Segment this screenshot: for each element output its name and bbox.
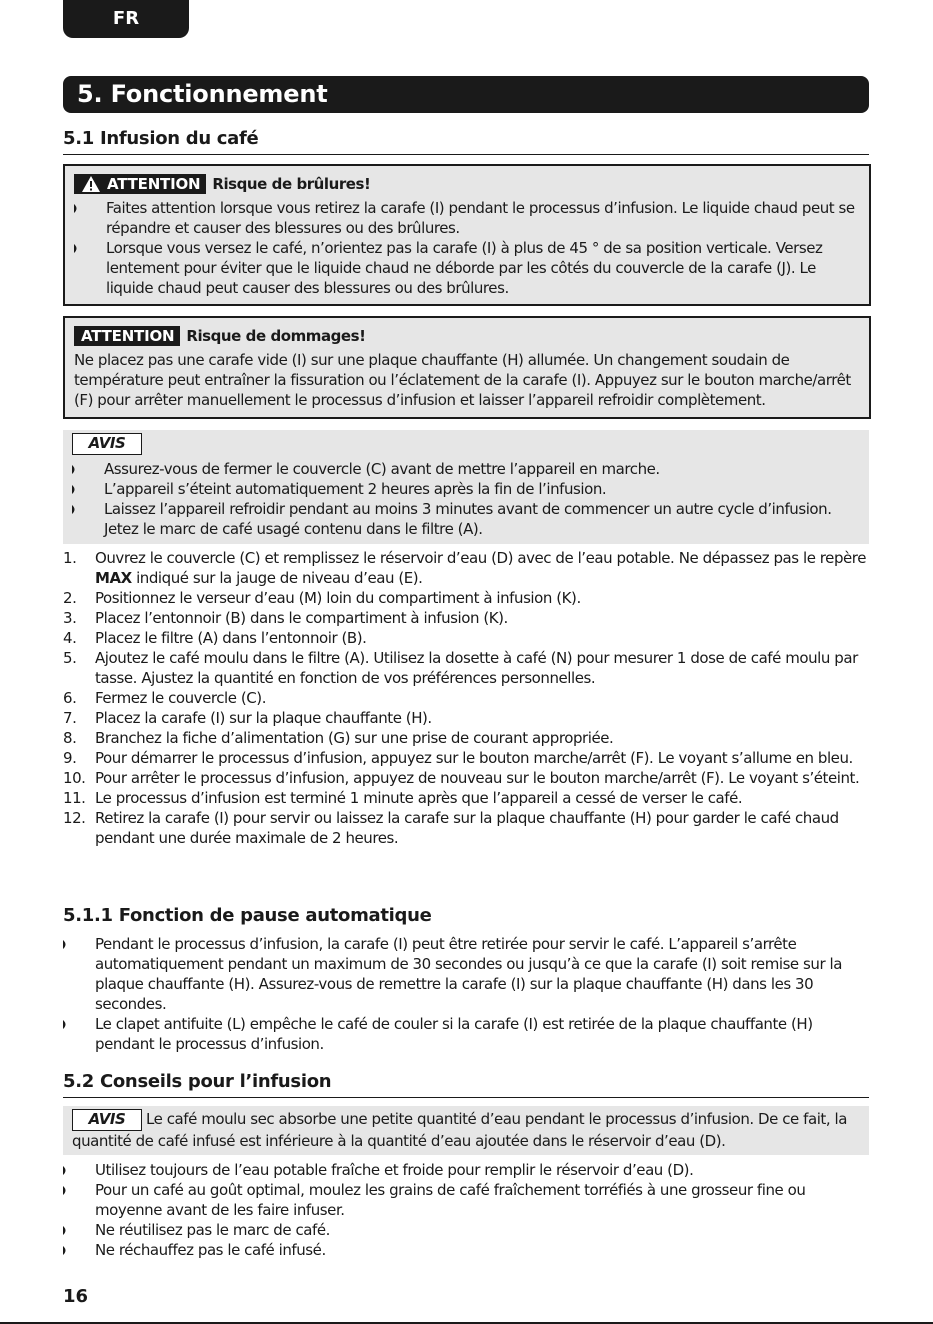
step-text: Placez la carafe (I) sur la plaque chauffante (H). — [95, 709, 432, 727]
list-item — [63, 1240, 863, 1260]
step-number: 10. — [63, 769, 86, 787]
list-item-text: Lorsque vous versez le café, n’orientez pas la carafe (I) à plus de 45 ° de sa position verticale. Versez lentement pour éviter que le liquide chaud ne déborde par les côtés du couvercle de la carafe (J). Le liquide chaud peut causer des blessures ou des brûlures. — [106, 239, 823, 297]
bullet-icon — [63, 1226, 68, 1235]
risk-title: Risque de dommages! — [186, 327, 366, 345]
list-item-text: Pour un café au goût optimal, moulez les grains de café fraîchement torréfiés à une grosseur fine ou moyenne avant de les faire infuser. — [95, 1181, 806, 1219]
notice-box — [63, 430, 869, 544]
notice-box-tips — [63, 1106, 869, 1155]
list-item-text: Faites attention lorsque vous retirez la carafe (I) pendant le processus d’infusion. Le liquide chaud peut se répandre et causer des blessures ou des brûlures. — [106, 199, 855, 237]
step-item — [63, 648, 869, 688]
step-item — [63, 628, 869, 648]
bullet-icon — [63, 1166, 68, 1175]
list-item — [63, 1180, 863, 1220]
step-item — [63, 708, 869, 728]
section-title-tips: 5.2 Conseils pour l’infusion — [63, 1071, 869, 1098]
bullet-icon — [63, 940, 68, 949]
step-text: Branchez la fiche d’alimentation (G) sur une prise de courant appropriée. — [95, 729, 614, 747]
bullet-icon — [63, 1246, 68, 1255]
language-tab: FR — [63, 0, 189, 38]
step-text: Pour arrêter le processus d’infusion, appuyez de nouveau sur le bouton marche/arrêt (F). Le voyant s’éteint. — [95, 769, 860, 787]
warning-text: Ne placez pas une carafe vide (I) sur une plaque chauffante (H) allumée. Un changement soudain de température peut entraîner la fissuration ou l’éclatement de la carafe (I). Appuyez sur le bouton marche/arrêt (F) pour arrêter manuellement le processus d’infusion et laisser l’appareil refroidir complètement. — [74, 351, 851, 409]
step-number: 8. — [63, 729, 77, 747]
step-number: 3. — [63, 609, 77, 627]
list-item-text: Utilisez toujours de l’eau potable fraîche et froide pour remplir le réservoir d’eau (D). — [95, 1161, 694, 1179]
step-item — [63, 588, 869, 608]
step-number: 9. — [63, 749, 77, 767]
step-text: indiqué sur la jauge de niveau d’eau (E). — [131, 569, 423, 587]
list-item-text: Pendant le processus d’infusion, la carafe (I) peut être retirée pour servir le café. L’appareil s’arrête automatiquement pendant un maximum de 30 secondes ou jusqu’à ce que la carafe (I) soit remise sur la plaque chauffante (H). Assurez-vous de remettre la carafe (I) sur la plaque chauffante (H) dans les 30 secondes. — [95, 935, 842, 1013]
step-bold: MAX — [95, 569, 132, 587]
list-item — [74, 238, 860, 298]
step-text: Fermez le couvercle (C). — [95, 689, 267, 707]
notice-text — [72, 1109, 860, 1151]
list-item-text: L’appareil s’éteint automatiquement 2 heures après la fin de l’infusion. — [104, 480, 607, 498]
steps-list — [63, 548, 869, 848]
step-number: 1. — [63, 549, 77, 567]
step-item — [63, 548, 869, 588]
step-text: Pour démarrer le processus d’infusion, appuyez sur le bouton marche/arrêt (F). Le voyant s’allume en bleu. — [95, 749, 853, 767]
step-item — [63, 608, 869, 628]
tips-list — [63, 1160, 863, 1260]
bullet-icon — [72, 485, 77, 494]
attention-badge: ATTENTION — [74, 326, 180, 346]
attention-badge — [74, 174, 206, 194]
warning-box-burns — [63, 164, 871, 306]
step-number: 4. — [63, 629, 77, 647]
step-number: 11. — [63, 789, 86, 807]
step-item — [63, 728, 869, 748]
warning-box-damage — [63, 316, 871, 419]
list-item — [63, 1160, 863, 1180]
list-item — [74, 198, 860, 238]
step-item — [63, 748, 869, 768]
step-text: Le processus d’infusion est terminé 1 minute après que l’appareil a cessé de verser le café. — [95, 789, 743, 807]
list-item-text: Le clapet antifuite (L) empêche le café de couler si la carafe (I) est retirée de la plaque chauffante (H) pendant le processus d’infusion. — [95, 1015, 813, 1053]
notice-badge: AVIS — [72, 433, 142, 455]
page-number: 16 — [63, 1286, 89, 1307]
step-item — [63, 768, 869, 788]
step-text: Placez l’entonnoir (B) dans le compartiment à infusion (K). — [95, 609, 508, 627]
list-item — [63, 1014, 863, 1054]
list-item-text: Assurez-vous de fermer le couvercle (C) avant de mettre l’appareil en marche. — [104, 460, 660, 478]
step-text: Placez le filtre (A) dans l’entonnoir (B). — [95, 629, 367, 647]
bullet-icon — [74, 244, 79, 253]
step-text: Retirez la carafe (I) pour servir ou laissez la carafe sur la plaque chauffante (H) pour garder le café chaud pendant une durée maximale de 2 heures. — [95, 809, 839, 847]
step-number: 7. — [63, 709, 77, 727]
step-number: 5. — [63, 649, 77, 667]
notice-badge: AVIS — [72, 1109, 142, 1131]
auto-pause-list — [63, 934, 863, 1054]
list-item — [72, 459, 860, 479]
attention-label: ATTENTION — [107, 175, 201, 193]
step-number: 12. — [63, 809, 86, 827]
chapter-title: 5. Fonctionnement — [63, 76, 869, 113]
bullet-icon — [72, 505, 77, 514]
step-item — [63, 688, 869, 708]
list-item — [72, 479, 860, 499]
step-text: Positionnez le verseur d’eau (M) loin du compartiment à infusion (K). — [95, 589, 581, 607]
list-item-text: Ne réchauffez pas le café infusé. — [95, 1241, 326, 1259]
bullet-icon — [63, 1020, 68, 1029]
list-item-text: Ne réutilisez pas le marc de café. — [95, 1221, 330, 1239]
section-title-infusion: 5.1 Infusion du café — [63, 128, 869, 155]
step-item — [63, 788, 869, 808]
list-item — [63, 1220, 863, 1240]
risk-title: Risque de brûlures! — [212, 175, 371, 193]
bullet-icon — [72, 465, 77, 474]
bullet-icon — [63, 1186, 68, 1195]
step-text: Ajoutez le café moulu dans le filtre (A). Utilisez la dosette à café (N) pour mesurer 1 dose de café moulu par tasse. Ajustez la quantité en fonction de vos préférences personnelles. — [95, 649, 858, 687]
subsection-title-auto-pause: 5.1.1 Fonction de pause automatique — [63, 905, 432, 926]
step-text: Ouvrez le couvercle (C) et remplissez le réservoir d’eau (D) avec de l’eau potable. Ne dépassez pas le repère — [95, 549, 866, 567]
notice-body: Le café moulu sec absorbe une petite quantité d’eau pendant le processus d’infusion. De ce fait, la quantité de café infusé est inférieure à la quantité d’eau ajoutée dans le réservoir d’eau (D). — [72, 1110, 847, 1150]
bullet-icon — [74, 204, 79, 213]
warning-triangle-icon — [81, 175, 101, 193]
list-item — [72, 499, 860, 539]
step-number: 6. — [63, 689, 77, 707]
list-item — [63, 934, 863, 1014]
step-number: 2. — [63, 589, 77, 607]
list-item-text: Laissez l’appareil refroidir pendant au moins 3 minutes avant de commencer un autre cycle d’infusion. Jetez le marc de café usagé contenu dans le filtre (A). — [104, 500, 832, 538]
step-item — [63, 808, 869, 848]
